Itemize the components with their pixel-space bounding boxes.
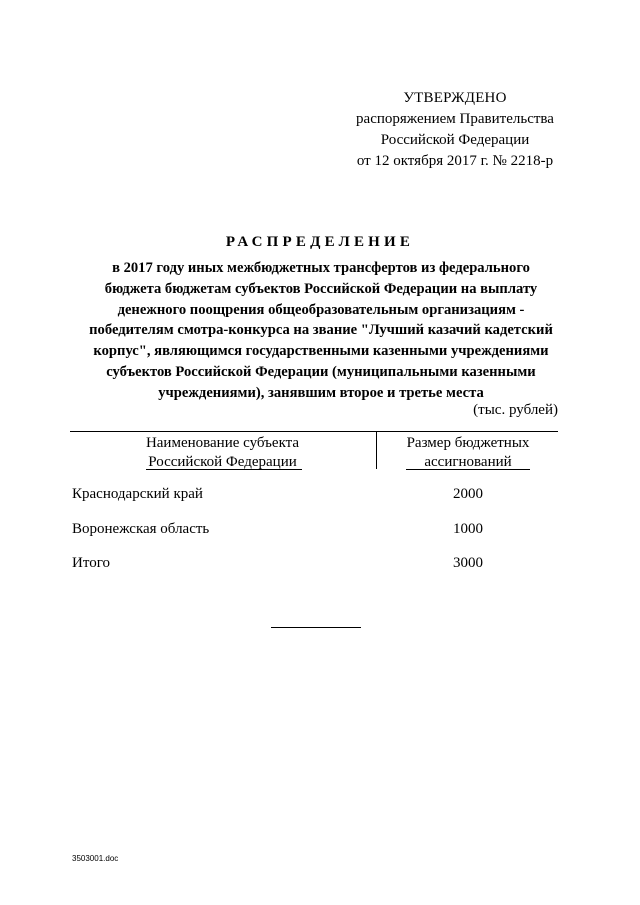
subheading-line: денежного поощрения общеобразовательным организациям - xyxy=(117,301,525,318)
header-underline-name xyxy=(146,469,302,470)
column-header-amount xyxy=(378,434,558,472)
table-row-total xyxy=(72,555,558,577)
approval-block xyxy=(340,88,570,172)
table-row xyxy=(72,486,558,508)
approval-line-2: Российской Федерации xyxy=(380,132,530,148)
row-total-amount: 3000 xyxy=(453,555,483,571)
row-amount: 2000 xyxy=(453,486,483,502)
subheading-line: в 2017 году иных межбюджетных трансфертов из федерального xyxy=(112,260,530,276)
document-heading: РАСПРЕДЕЛЕНИЕ xyxy=(225,234,415,250)
document-subheading xyxy=(62,258,580,404)
approval-title: УТВЕРЖДЕНО xyxy=(403,90,507,106)
row-total-label: Итого xyxy=(72,555,110,571)
row-region-name: Краснодарский край xyxy=(72,486,203,502)
units-note: (тыс. рублей) xyxy=(473,402,558,418)
row-amount: 1000 xyxy=(453,521,483,537)
column-header-name-line: Российской Федерации xyxy=(148,454,297,470)
header-underline-amount xyxy=(406,469,530,470)
approval-line-1: распоряжением Правительства xyxy=(356,111,554,127)
subheading-line: победителям смотра-конкурса на звание "Лучший казачий кадетский xyxy=(89,322,553,339)
subheading-line: бюджета бюджетам субъектов Российской Федерации на выплату xyxy=(104,280,538,297)
document-end-rule xyxy=(271,627,361,628)
table-row xyxy=(72,521,558,543)
row-region-name: Воронежская область xyxy=(72,521,210,537)
subheading-line: субъектов Российской Федерации (муниципальными казенными xyxy=(106,363,536,380)
column-header-amount-line: ассигнований xyxy=(424,454,512,470)
column-header-name xyxy=(70,434,375,472)
column-header-amount-line: Размер бюджетных xyxy=(406,435,530,451)
table-column-divider xyxy=(376,431,377,469)
subheading-line: учреждениями), занявшим второе и третье места xyxy=(158,384,484,401)
column-header-name-line: Наименование субъекта xyxy=(145,435,300,451)
file-reference: 3503001.doc xyxy=(72,854,119,863)
table-top-rule xyxy=(70,431,558,432)
approval-line-3: от 12 октября 2017 г. № 2218-р xyxy=(356,153,554,169)
subheading-line: корпус", являющимся государственными казенными учреждениями xyxy=(93,343,549,360)
